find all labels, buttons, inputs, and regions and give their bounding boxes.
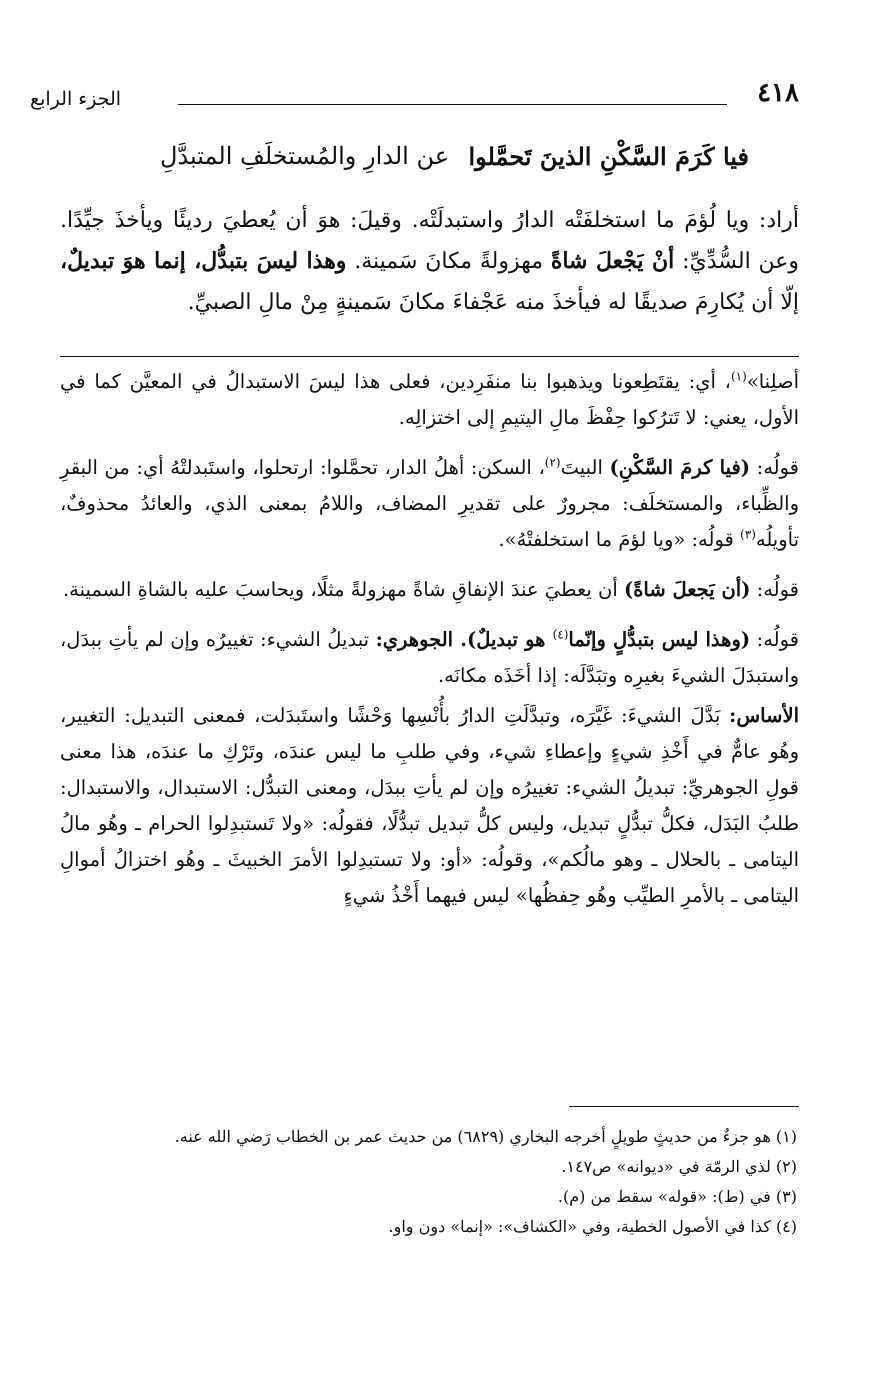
footnote-reference: (٢) bbox=[544, 455, 561, 470]
commentary-run: أصلِنا» bbox=[746, 370, 799, 393]
main-text-divider bbox=[60, 356, 799, 357]
commentary-run: قولُه: bbox=[750, 578, 799, 601]
footnote: (٢) لذي الرمّة في «ديوانه» ص١٤٧. bbox=[561, 1157, 797, 1176]
commentary-run: تبديلُ الشيء: تغييرُه وإن لم يأتِ ببدَل، واستبدَلَ الشيءَ بغيرِه وتبَدَّلَه: إذا أخَذَه مكانَه. bbox=[60, 628, 799, 687]
main-text-run: مهزولةً مكانَ سَمينة. bbox=[346, 249, 551, 274]
commentary-lemma: (وهذا ليس بتبدُّلٍ وإنّما bbox=[568, 628, 751, 651]
commentary-paragraph bbox=[60, 698, 799, 914]
commentary-run: قولُه: «ويا لؤمَ ما استخلفتْهُ». bbox=[498, 528, 741, 551]
main-text bbox=[60, 200, 799, 323]
main-text-run: أراد: ويا لُؤمَ ما استخلفَتْه الدارُ واستبدلَتْه. وقيلَ: هوَ أن يُعطيَ رديئًا ويأخذَ جيِّدًا. وعن السُّدِّيِّ: bbox=[60, 208, 799, 274]
commentary-paragraph bbox=[60, 450, 799, 558]
header-rule bbox=[178, 104, 727, 105]
commentary-run: بَدَّلَ الشيءَ: غَيَّرَه، وتبدَّلَتِ الدارُ بأُنْسِها وَحْشًا واستَبدَلت، فمعنى التبديل: التغيير، وهُو عامٌّ في أَخْذِ شيءٍ وإعطاءِ شيء، وفي طلبِ ما ليس عندَه، وتَرْكِ ما عندَه، هذا معنى قولِ الجوهريِّ: تبديلُ الشيء: تغييرُه وإن لم يأتِ ببدَل، ومعنى التبدُّل: الاستبدال، والاستبدال: طلبُ البَدَل، فكلُّ تبدُّلٍ تبديل، وليس كلُّ تبديل تبدُّلًا، فقولُه: «ولا تَستبدِلوا الحرام ـ وهُو مالُ اليتامى ـ بالحلال ـ وهو مالُكم»، وقولُه: «أو: ولا تستبدِلوا الأمرَ الخبيثَ ـ وهُو اختزالُ أموالِ اليتامى ـ بالأمرِ الطيِّب وهُو حِفظُها» ليس فيهما أَخْذُ شيءٍ bbox=[60, 704, 799, 907]
commentary-run: ، أي: يقتَطِعونا ويذهبوا بنا منفَرِدين، فعلى هذا ليسَ الاستبدالُ في المعيَّن كما في الأول، يعني: لا تَترُكوا حِفْظَ مالِ اليتيمِ إلى اختزالِه. bbox=[60, 370, 799, 429]
commentary-paragraph bbox=[60, 364, 799, 436]
verse-second-hemistich: عن الدارِ والمُستخلَفِ المتبدَّلِ bbox=[160, 142, 450, 170]
commentary-run: ، السكن: أهلُ الدار، تحمَّلوا: ارتحلوا، واستَبدلتْهُ أي: من البقرِ والظِّباء، والمستخلَف: مجرورٌ على تقديرِ المضاف، واللامُ بمعنى الذي، والعائدُ محذوفٌ، تأويلُه bbox=[60, 456, 799, 551]
footnote: (٤) كذا في الأصول الخطية، وفي «الكشاف»: «إنما» دون واو. bbox=[388, 1217, 797, 1236]
poetry-verse bbox=[160, 142, 749, 182]
footnotes bbox=[60, 1122, 797, 1242]
commentary-run: أن يعطيَ عندَ الإنفاقِ شاةً مهزولةً مثلًا، ويحاسبَ عليه بالشاةِ السمينة. bbox=[62, 578, 624, 601]
commentary-run: البيتَ bbox=[560, 456, 610, 479]
commentary-lemma: الأساس: bbox=[729, 704, 799, 727]
commentary-lemma: (أن يَجعلَ شاةً) bbox=[623, 578, 751, 601]
commentary-paragraph bbox=[60, 572, 799, 608]
verse-first-hemistich: فيا كَرَمَ السَّكْنِ الذينَ تَحمَّلوا bbox=[468, 142, 749, 171]
commentary-run: قولُه: bbox=[750, 456, 799, 479]
commentary-lemma: هو تبديلٌ). الجوهري: bbox=[375, 628, 553, 651]
commentary-lemma: (فيا كرمَ السَّكْنِ) bbox=[609, 456, 751, 479]
main-text-bold: وهذا ليسَ بتبدُّل، إنما هوَ تبديلٌ، bbox=[60, 248, 347, 274]
footnote-reference: (٣) bbox=[740, 527, 756, 542]
footnote: (٣) في (ط): «قوله» سقط من (م). bbox=[557, 1187, 797, 1206]
page-number: ٤١٨ bbox=[757, 78, 799, 108]
footnote-reference: (١) bbox=[730, 369, 747, 384]
main-text-bold: أنْ يَجْعلَ شاةً bbox=[550, 248, 675, 274]
commentary-run: قولُه: bbox=[750, 628, 799, 651]
main-paragraph bbox=[60, 200, 799, 323]
commentary-paragraph bbox=[60, 622, 799, 694]
footnote: (١) هو جزءٌ من حديثٍ طويلٍ أخرجه البخاري (٦٨٢٩) من حديث عمر بن الخطاب رَضي الله عنه. bbox=[174, 1127, 797, 1146]
commentary bbox=[60, 364, 799, 928]
footnote-reference: (٤) bbox=[552, 627, 569, 642]
main-text-run: إلّا أن يُكارِمَ صديقًا له فيأخذَ منه عَجْفاءَ مكانَ سَمينةٍ مِنْ مالِ الصبيِّ. bbox=[187, 290, 799, 315]
footnote-divider bbox=[569, 1106, 799, 1107]
page-header bbox=[30, 78, 799, 118]
running-title: الجزء الرابع bbox=[30, 88, 122, 110]
